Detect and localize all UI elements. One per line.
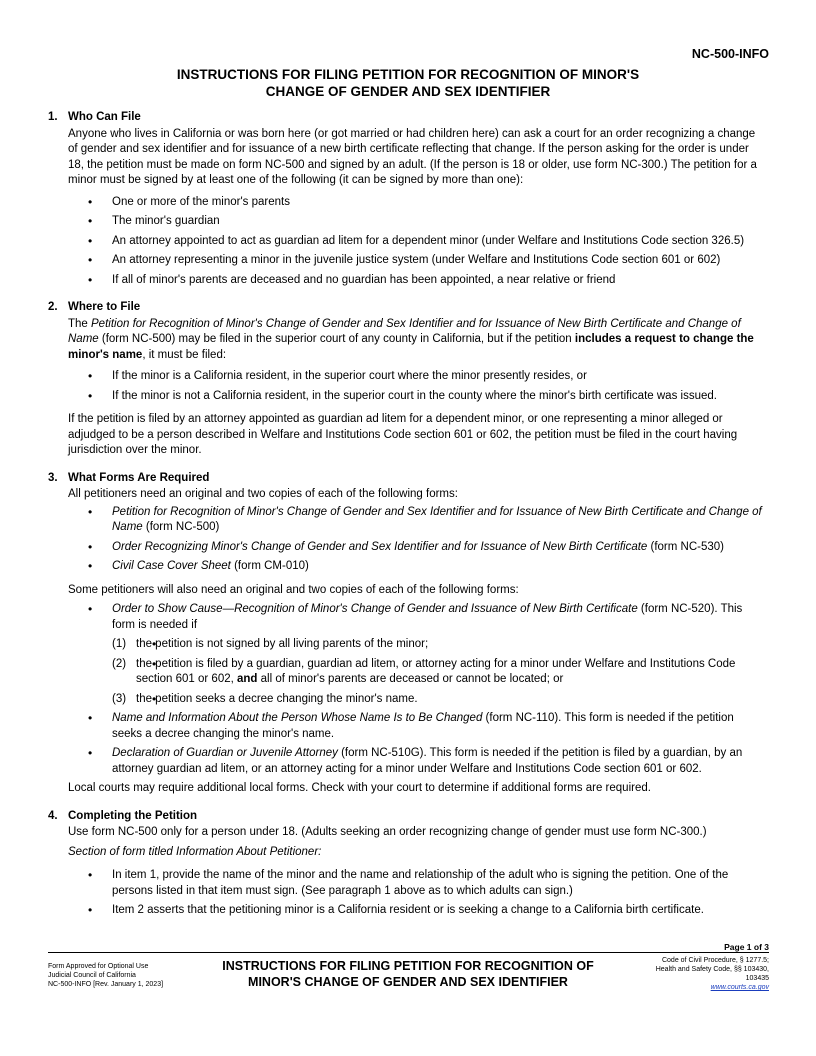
footer-text: Judicial Council of California <box>48 972 136 979</box>
footer-text: NC-500-INFO [Rev. January 1, 2023] <box>48 981 164 988</box>
list-item <box>48 559 764 575</box>
list-item <box>48 505 764 536</box>
form-title-italic: Petition for Recognition of Minor's Change of Gender and Sex Identifier and for Issuance of New Birth Certificate and Change of Name <box>112 505 762 533</box>
section-paragraph: Some petitioners will also need an original and two copies of each of the following forms: <box>68 583 519 596</box>
form-title-italic: Petition for Recognition of Minor's Change of Gender and Sex Identifier and for Issuance of New Birth Certificate and Change of Name <box>68 317 741 345</box>
form-title-italic: Order to Show Cause—Recognition of Minor's Change of Gender and Issuance of New Birth Certificate <box>112 603 638 615</box>
instructions-body <box>48 110 764 931</box>
list-item: • One or more of the minor's parents <box>48 195 764 211</box>
form-number-text: (form CM-010) <box>230 560 309 572</box>
item-text: all of minor's parents are deceased or cannot be located; or <box>257 673 564 685</box>
footer-text: 103435 <box>745 975 769 982</box>
list-item: • The minor's guardian <box>48 214 764 230</box>
form-title-italic: Name and Information About the Person Whose Name Is to Be Changed <box>112 712 483 724</box>
list-item: • An attorney representing a minor in the juvenile justice system (under Welfare and Institutions Code section 601 or 602) <box>48 253 764 269</box>
list-item <box>48 711 764 742</box>
list-item: • An attorney appointed to act as guardian ad litem for a dependent minor (under Welfare and Institutions Code section 326.5) <box>48 234 764 250</box>
section-paragraph: Local courts may require additional local forms. Check with your court to determine if additional forms are required. <box>68 782 651 794</box>
form-title-italic: Civil Case Cover Sheet <box>112 560 231 572</box>
list-item <box>112 657 764 688</box>
footer-title-line: MINOR'S CHANGE OF GENDER AND SEX IDENTIFIER <box>248 975 568 989</box>
emphasis-bold: and <box>237 673 258 685</box>
list-item <box>112 637 764 653</box>
conditional-forms-list <box>48 602 764 777</box>
section-heading: What Forms Are Required <box>68 471 210 484</box>
form-number: NC-500-INFO <box>691 47 769 61</box>
section-forms-required <box>48 471 764 797</box>
page-title <box>0 66 816 100</box>
list-item <box>48 746 764 777</box>
page-number: Page 1 of 3 <box>724 942 769 952</box>
text-run: (form NC-500) may be filed in the superior court of any county in California, but if the petition <box>98 333 575 345</box>
item-text: the petition seeks a decree changing the minor's name. <box>136 692 418 705</box>
subsection-label <box>68 845 764 861</box>
text-run: , it must be filed: <box>142 348 227 361</box>
list-item <box>112 692 764 708</box>
form-number-text: (form NC-110). This form is needed if the petition seeks a decree changing the minor's name. <box>112 712 734 740</box>
section-paragraph: If the petition is filed by an attorney appointed as guardian ad litem for a dependent minor, or one representing a minor alleged or adjudged to be a person described in Welfare and Institutions Code section 601 or 602, the petition must be filed in the court having jurisdiction over the minor. <box>68 413 738 456</box>
item-text: the petition is not signed by all living parents of the minor; <box>136 638 429 650</box>
footer-form-approval <box>48 962 163 989</box>
section-heading: Completing the Petition <box>68 809 198 822</box>
footer-title-line: INSTRUCTIONS FOR FILING PETITION FOR RECOGNITION OF <box>222 959 594 973</box>
list-item <box>48 602 764 707</box>
filing-location-list <box>48 369 764 404</box>
item-text: the petition is filed by a guardian, guardian ad litem, or attorney acting for a minor under Welfare and Institutions Code section 601 or 602, <box>136 657 736 685</box>
list-item: • Item 2 asserts that the petitioning minor is a California resident or is seeking a change to a California birth certificate. <box>48 903 764 919</box>
section-paragraph: Use form NC-500 only for a person under 18. (Adults seeking an order recognizing change of gender must use form NC-300.) <box>68 826 707 838</box>
form-number-text: (form NC-520). This form is needed if <box>112 603 743 631</box>
emphasis-bold: includes a request to change the minor's name <box>68 333 754 361</box>
section-paragraph: All petitioners need an original and two copies of each of the following forms: <box>68 488 458 500</box>
section-who-can-file <box>48 110 764 288</box>
list-item: • If all of minor's parents are deceased and no guardian has been appointed, a near relative or friend <box>48 273 764 289</box>
section-number: 4. <box>48 809 58 822</box>
section-completing-petition <box>48 809 764 919</box>
list-item: • If the minor is not a California resident, in the superior court in the county where the minor's birth certificate was issued. <box>48 389 764 405</box>
courts-website-link[interactable]: www.courts.ca.gov <box>710 984 769 991</box>
item-number: • (3) <box>112 692 127 705</box>
footer-citations <box>656 956 769 992</box>
section-paragraph <box>68 317 764 364</box>
section-number: 2. <box>48 301 58 313</box>
form-number-text: (form NC-510G). This form is needed if the petition is filed by a guardian, by an attorney guardian ad litem, or an attorney acting for a minor under Welfare and Institutions Code section 601 or 602. <box>112 747 743 775</box>
form-number-text: (form NC-500) <box>142 521 220 533</box>
form-number-text: (form NC-530) <box>647 540 724 553</box>
section-paragraph: Anyone who lives in California or was born here (or got married or had children here) can ask a court for an order recognizing a change of gender and sex identifier and for issuance of a new birth certificate reflecting that change. If the person asking for the order is under 18, the petition must be made on form NC-500 and signed by an adult. (If the person is 18 or older, use form NC-300.) The petition for a minor must be signed by at least one of the following (it can be signed by more than one): <box>68 127 757 186</box>
footer-divider <box>48 952 769 953</box>
list-item <box>48 540 764 556</box>
condition-list <box>112 637 764 707</box>
footer-text: Health and Safety Code, §§ 103430, <box>655 966 769 973</box>
required-forms-list <box>48 505 764 575</box>
item-number: • (1) <box>112 638 127 650</box>
form-title-italic: Order Recognizing Minor's Change of Gender and Sex Identifier and for Issuance of New Birth Certificate <box>112 540 648 553</box>
section-heading: Where to File <box>68 301 141 313</box>
section-number: 1. <box>48 111 58 123</box>
footer-title <box>205 958 611 990</box>
form-title-italic: Declaration of Guardian or Juvenile Attorney <box>112 747 338 759</box>
section-where-to-file <box>48 300 764 459</box>
title-line-2: CHANGE OF GENDER AND SEX IDENTIFIER <box>265 84 551 99</box>
title-line-1: INSTRUCTIONS FOR FILING PETITION FOR RECOGNITION OF MINOR'S <box>176 67 640 82</box>
footer-text: Form Approved for Optional Use <box>48 963 149 970</box>
list-item: • If the minor is a California resident, in the superior court where the minor presently resides, or <box>48 369 764 385</box>
section-heading: Who Can File <box>68 111 141 123</box>
signer-list <box>48 195 764 289</box>
text-run: The <box>68 317 92 330</box>
footer-text: Code of Civil Procedure, § 1277.5; <box>661 957 769 964</box>
list-item: • In item 1, provide the name of the minor and the name and relationship of the adult who is signing the petition. One of the persons listed in that item must sign. (See paragraph 1 above as to which adults can sign.) <box>48 868 764 899</box>
petitioner-info-list <box>48 868 764 919</box>
section-number: 3. <box>48 471 58 484</box>
item-number: • (2) <box>112 657 127 670</box>
subsection-label-text: Section of form titled Information About Petitioner: <box>68 845 322 858</box>
